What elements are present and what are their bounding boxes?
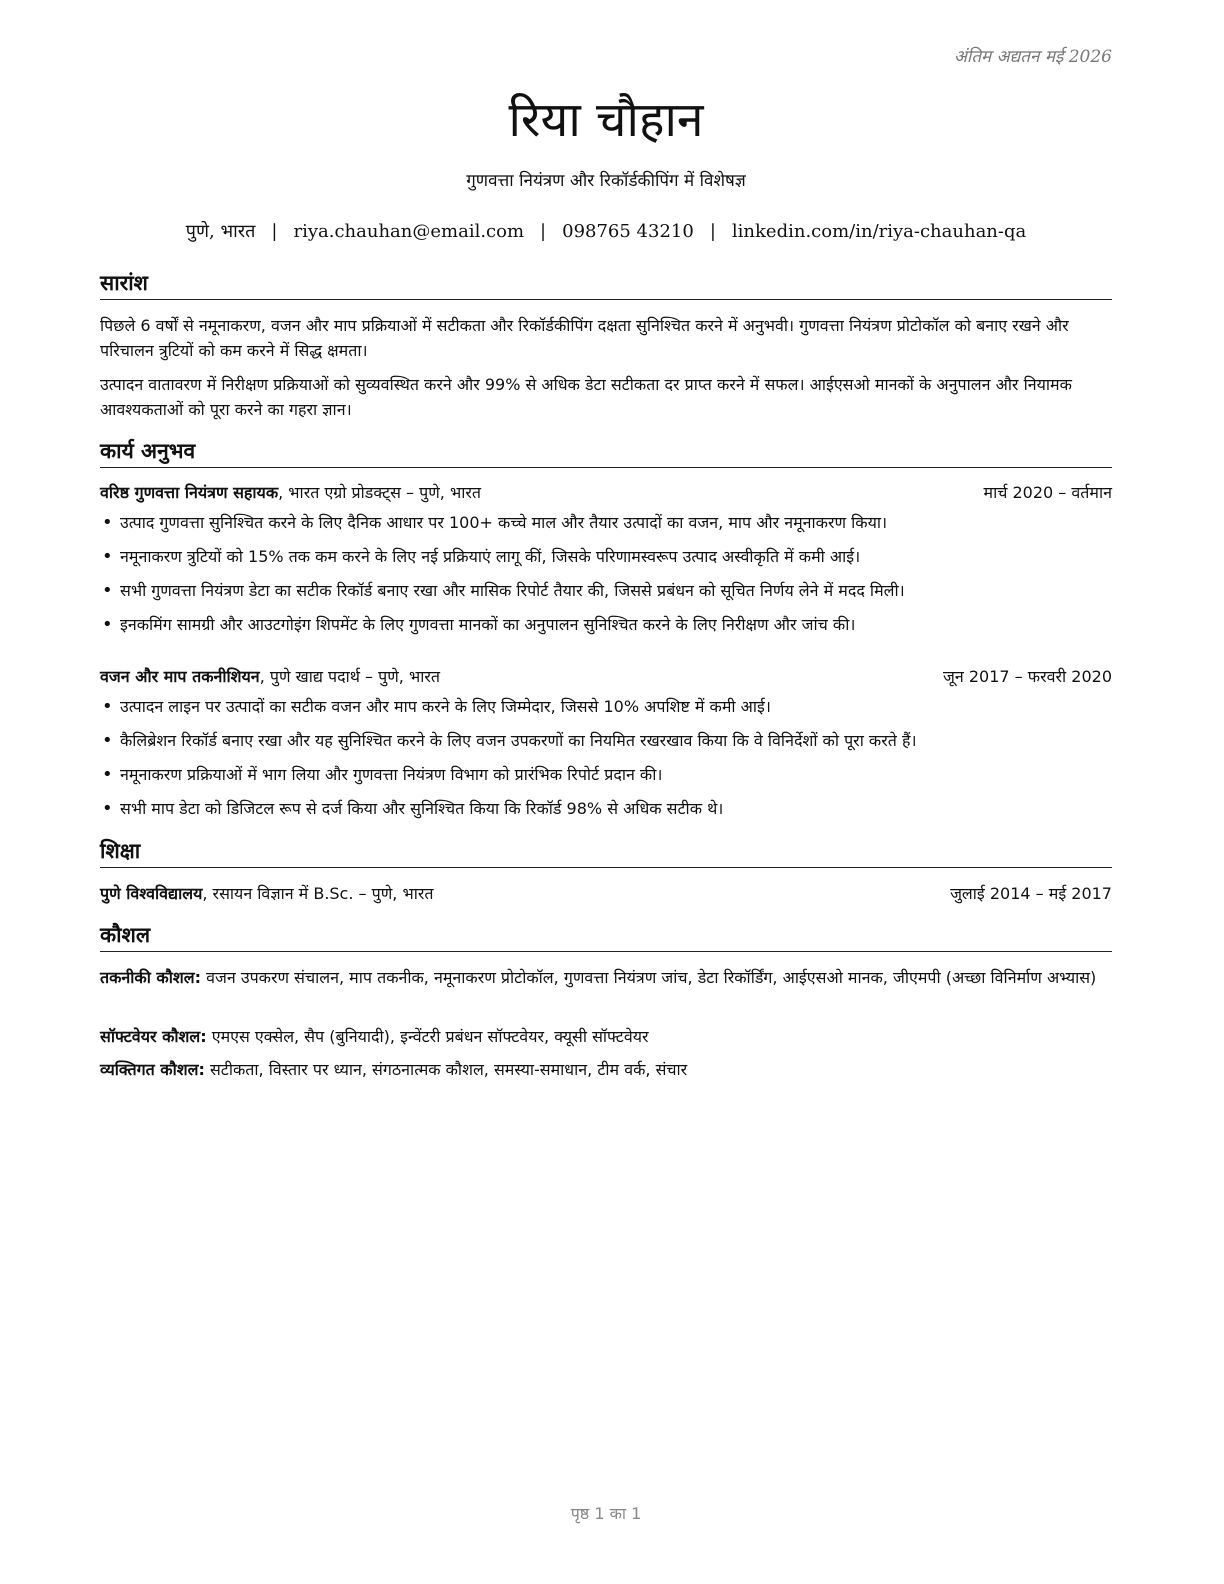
education-detail: , रसायन विज्ञान में B.Sc. – पुणे, भारत — [202, 884, 434, 903]
skill-label: सॉफ्टवेयर कौशल: — [100, 1027, 207, 1046]
list-item: • सभी गुणवत्ता नियंत्रण डेटा का सटीक रिकॉर्ड बनाए रखा और मासिक रिपोर्ट तैयार की, जिससे प्रबंधन को सूचित निर्णय लेने में मदद मिली। — [100, 579, 1112, 613]
skill-line — [100, 1057, 1112, 1082]
resume-page — [100, 0, 1112, 1584]
summary-paragraph: उत्पादन वातावरण में निरीक्षण प्रक्रियाओं को सुव्यवस्थित करने और 99% से अधिक डेटा सटीकता दर प्राप्त करने में सफल। आईएसओ मानकों के अनुपालन और नियामक आवश्यकताओं को पूरा करने का गहरा ज्ञान। — [100, 375, 1072, 419]
education-entry — [100, 882, 1112, 906]
candidate-name: रिया चौहान — [508, 92, 704, 148]
job-role: वरिष्ठ गुणवत्ता नियंत्रण सहायक — [100, 483, 279, 502]
job-header — [100, 665, 1112, 689]
skill-line — [100, 965, 1112, 990]
job-bullets — [100, 511, 1112, 647]
list-item: • सभी माप डेटा को डिजिटल रूप से दर्ज किया और सुनिश्चित किया कि रिकॉर्ड 98% से अधिक सटीक थे। — [100, 797, 1112, 831]
section-title-skills: कौशल — [100, 922, 1112, 952]
skill-label: तकनीकी कौशल: — [100, 968, 201, 987]
job-dates: मार्च 2020 – वर्तमान — [983, 483, 1112, 502]
list-item: • नमूनाकरण त्रुटियों को 15% तक कम करने के लिए नई प्रक्रियाएं लागू कीं, जिसके परिणामस्वरूप उत्पाद अस्वीकृति में कमी आई। — [100, 545, 1112, 579]
contact-email[interactable]: riya.chauhan@email.com — [293, 221, 525, 242]
section-title-experience: कार्य अनुभव — [100, 438, 1112, 468]
contact-phone: 098765 43210 — [562, 221, 694, 242]
skill-value: सटीकता, विस्तार पर ध्यान, संगठनात्मक कौशल, समस्या-समाधान, टीम वर्क, संचार — [204, 1060, 688, 1079]
skill-label: व्यक्तिगत कौशल: — [100, 1060, 205, 1079]
section-title-education: शिक्षा — [100, 838, 1112, 868]
summary-paragraph: पिछले 6 वर्षों से नमूनाकरण, वजन और माप प्रक्रियाओं में सटीकता और रिकॉर्डकीपिंग दक्षता सुनिश्चित करने में अनुभवी। गुणवत्ता नियंत्रण प्रोटोकॉल को बनाए रखने और परिचालन त्रुटियों को कम करने में सिद्ध क्षमता। — [100, 316, 1069, 360]
job-org: , पुणे खाद्य पदार्थ – पुणे, भारत — [259, 667, 441, 686]
contact-linkedin[interactable]: linkedin.com/in/riya-chauhan-qa — [731, 221, 1027, 242]
contact-separator: | — [271, 221, 278, 242]
list-item: • इनकमिंग सामग्री और आउटगोइंग शिपमेंट के लिए गुणवत्ता मानकों का अनुपालन सुनिश्चित करने के लिए निरीक्षण और जांच की। — [100, 613, 1112, 647]
page-number: पृष्ठ 1 का 1 — [570, 1504, 642, 1523]
job-bullets — [100, 695, 1112, 831]
section-title-summary: सारांश — [100, 270, 1112, 300]
contact-separator: | — [540, 221, 547, 242]
skill-value: वजन उपकरण संचालन, माप तकनीक, नमूनाकरण प्रोटोकॉल, गुणवत्ता नियंत्रण जांच, डेटा रिकॉर्डिंग, आईएसओ मानक, जीएमपी (अच्छा विनिर्माण अभ्यास) — [201, 968, 1097, 987]
education-dates: जुलाई 2014 – मई 2017 — [950, 884, 1112, 903]
list-item: • कैलिब्रेशन रिकॉर्ड बनाए रखा और यह सुनिश्चित करने के लिए वजन उपकरणों का नियमित रखरखाव किया कि वे विनिर्देशों को पूरा करते हैं। — [100, 729, 1112, 763]
last-updated: अंतिम अद्यतन मई 2026 — [953, 47, 1112, 67]
education-institution: पुणे विश्वविद्यालय — [100, 884, 203, 903]
job-header — [100, 481, 1112, 505]
list-item: • नमूनाकरण प्रक्रियाओं में भाग लिया और गुणवत्ता नियंत्रण विभाग को प्रारंभिक रिपोर्ट प्रदान की। — [100, 763, 1112, 797]
job-role: वजन और माप तकनीशियन — [100, 667, 260, 686]
job-dates: जून 2017 – फरवरी 2020 — [943, 667, 1112, 686]
contact-line — [100, 219, 1112, 243]
list-item: • उत्पाद गुणवत्ता सुनिश्चित करने के लिए दैनिक आधार पर 100+ कच्चे माल और तैयार उत्पादों का वजन, माप और नमूनाकरण किया। — [100, 511, 1112, 545]
tagline: गुणवत्ता नियंत्रण और रिकॉर्डकीपिंग में विशेषज्ञ — [466, 171, 746, 191]
contact-location: पुणे, भारत — [185, 221, 256, 242]
skill-value: एमएस एक्सेल, सैप (बुनियादी), इन्वेंटरी प्रबंधन सॉफ्टवेयर, क्यूसी सॉफ्टवेयर — [206, 1027, 649, 1046]
job-org: , भारत एग्रो प्रोडक्ट्स – पुणे, भारत — [278, 483, 482, 502]
contact-separator: | — [709, 221, 716, 242]
skill-line — [100, 1024, 1112, 1049]
list-item: • उत्पादन लाइन पर उत्पादों का सटीक वजन और माप करने के लिए जिम्मेदार, जिससे 10% अपशिष्ट में कमी आई। — [100, 695, 1112, 729]
